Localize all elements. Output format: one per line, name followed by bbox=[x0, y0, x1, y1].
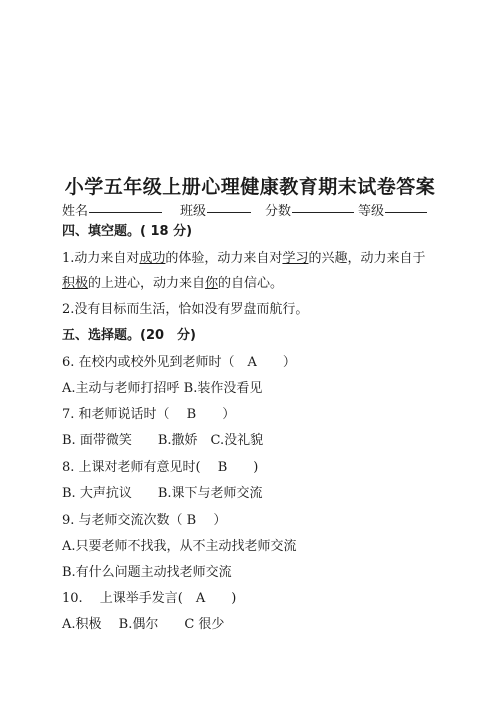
class-label: 班级 bbox=[180, 204, 207, 219]
q1-answer-4: 你 bbox=[205, 276, 219, 291]
question-9-option-a: A.只要老师不找我，从不主动找老师交流 bbox=[62, 539, 297, 554]
q1-answer-1: 成功 bbox=[139, 251, 166, 266]
name-label: 姓名 bbox=[62, 204, 89, 219]
section5-heading: 五、选择题。(20 分) bbox=[62, 328, 196, 343]
q1-text: 的自信心。 bbox=[218, 276, 284, 291]
question-7: 7. 和老师说话时（ B ） bbox=[62, 407, 236, 422]
q1-text: 的体验，动力来自对 bbox=[165, 251, 283, 266]
question-1-line1 bbox=[62, 251, 425, 267]
name-blank bbox=[89, 200, 162, 213]
score-blank bbox=[292, 200, 354, 213]
question-9: 9. 与老师交流次数（ B ） bbox=[62, 513, 227, 528]
question-1-line2 bbox=[62, 276, 283, 292]
question-2: 2.没有目标而生活，恰如没有罗盘而航行。 bbox=[62, 302, 309, 317]
question-7-options: B. 面带微笑 B.撒娇 C.没礼貌 bbox=[62, 433, 264, 448]
q1-text: 的兴趣，动力来自于 bbox=[308, 251, 426, 266]
class-blank bbox=[207, 200, 251, 213]
question-6: 6. 在校内或校外见到老师时（ A ） bbox=[62, 355, 296, 370]
question-10-options: A.积极 B.偶尔 C 很少 bbox=[62, 617, 225, 632]
grade-blank bbox=[385, 200, 427, 213]
q1-answer-2: 学习 bbox=[282, 251, 309, 266]
section4-heading: 四、填空题。( 18 分) bbox=[62, 224, 193, 239]
q1-answer-3: 积极 bbox=[62, 276, 89, 291]
q1-text: 1.动力来自对 bbox=[62, 251, 140, 266]
question-8: 8. 上课对老师有意见时( B ) bbox=[62, 460, 259, 475]
page-title: 小学五年级上册心理健康教育期末试卷答案 bbox=[64, 176, 436, 198]
question-8-options: B. 大声抗议 B.课下与老师交流 bbox=[62, 486, 263, 501]
q1-text: 的上进心，动力来自 bbox=[88, 276, 206, 291]
question-6-options: A.主动与老师打招呼 B.装作没看见 bbox=[62, 381, 263, 396]
grade-label: 等级 bbox=[358, 204, 385, 219]
score-label: 分数 bbox=[265, 204, 292, 219]
question-9-option-b: B.有什么问题主动找老师交流 bbox=[62, 565, 232, 580]
question-10: 10. 上课举手发言( A ) bbox=[62, 591, 237, 606]
